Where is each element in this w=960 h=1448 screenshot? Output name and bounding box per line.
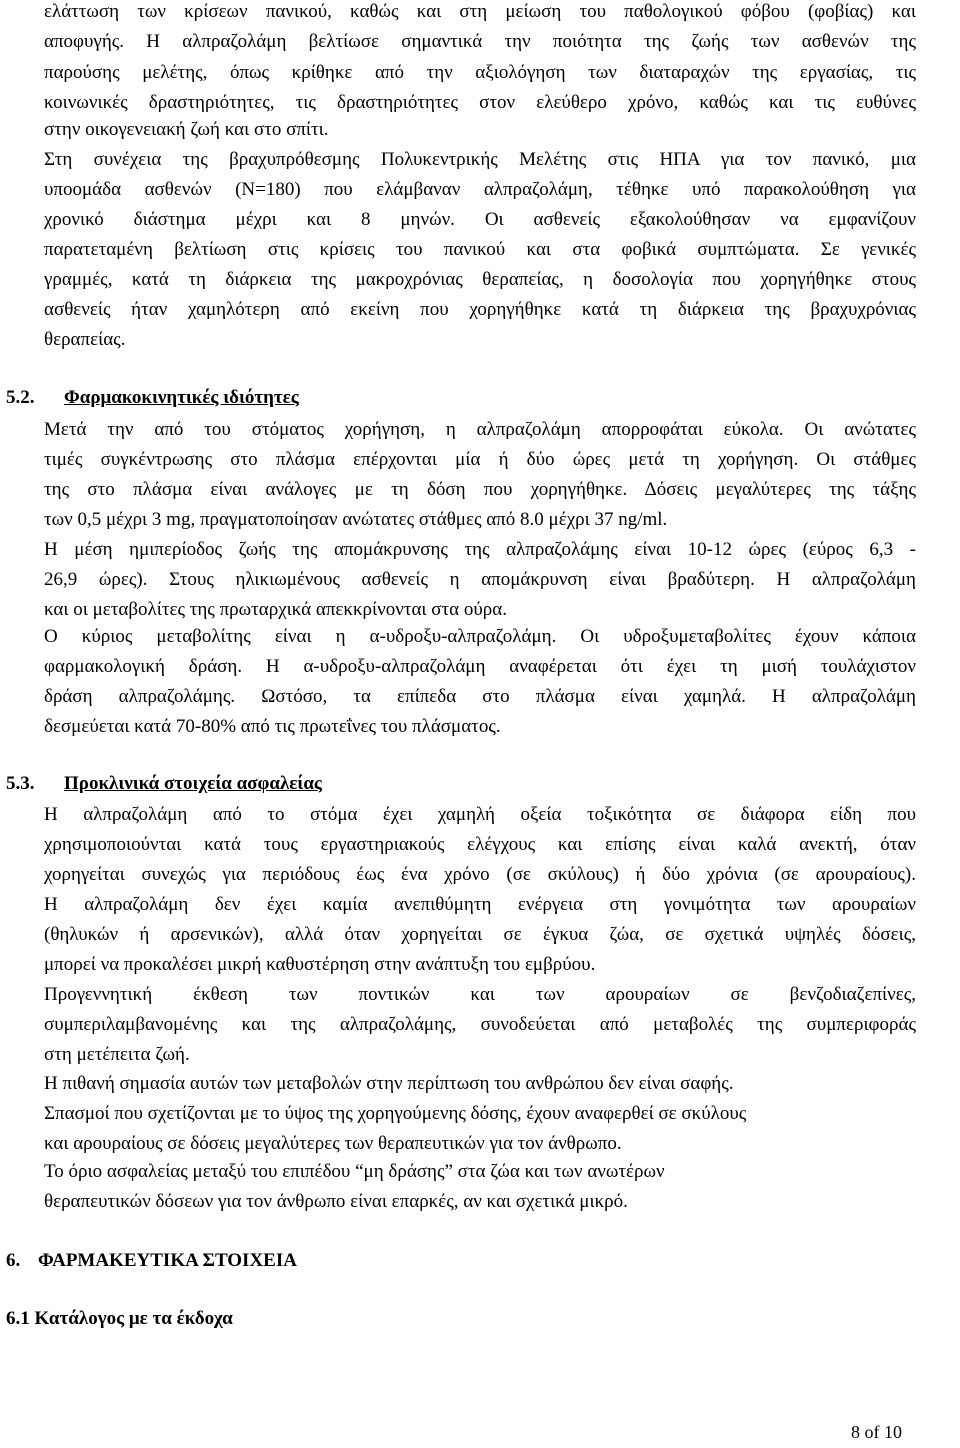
body-text-line: και αρουραίους σε δόσεις μεγαλύτερες των θεραπευτικών για τον άνθρωπο.	[44, 1133, 622, 1154]
body-text-line: Στη συνέχεια της βραχυπρόθεσμης Πολυκεντρικής Μελέτης στις ΗΠΑ για τον πανικό, μια	[44, 149, 916, 170]
body-text-line: χορηγείται συνεχώς για περιόδους έως ένα χρόνο (σε σκύλους) ή δύο χρόνια (σε αρουραίους).	[44, 864, 916, 885]
body-text-line: Σπασμοί που σχετίζονται με το ύψος της χορηγούμενης δόσης, έχουν αναφερθεί σε σκύλους	[44, 1103, 747, 1124]
body-text-line: της στο πλάσμα είναι ανάλογες με τη δόση που χορηγήθηκε. Δόσεις μεγαλύτερες της τάξης	[44, 479, 916, 500]
section-heading-5-2	[6, 386, 299, 410]
body-text-line: θεραπευτικών δόσεων για τον άνθρωπο είναι επαρκές, αν και σχετικά μικρό.	[44, 1191, 628, 1212]
section-heading-6	[6, 1249, 297, 1273]
body-text-line: φαρμακολογική δράση. Η α-υδροξυ-αλπραζολάμη αναφέρεται ότι έχει τη μισή τουλάχιστον	[44, 656, 916, 677]
body-text-line: χρησιμοποιούνται κατά τους εργαστηριακούς ελέγχους και επίσης είναι καλά ανεκτή, όταν	[44, 834, 916, 855]
section-title: Φαρμακοκινητικές ιδιότητες	[64, 387, 299, 408]
body-text-line: Προγεννητική έκθεση των ποντικών και των αρουραίων σε βενζοδιαζεπίνες,	[44, 984, 916, 1005]
section-number: 6.	[6, 1250, 21, 1271]
body-text-line: υποομάδα ασθενών (Ν=180) που ελάμβαναν αλπραζολάμη, τέθηκε υπό παρακολούθηση για	[44, 179, 916, 200]
section-number: 5.2.	[6, 387, 35, 408]
body-text-line: των 0,5 μέχρι 3 mg, πραγματοποίησαν ανώτατες στάθμες από 8.0 μέχρι 37 ng/ml.	[44, 509, 668, 530]
body-text-line: Το όριο ασφαλείας μεταξύ του επιπέδου “μη δράσης” στα ζώα και των ανωτέρων	[44, 1161, 665, 1182]
body-text-line: αποφυγής. Η αλπραζολάμη βελτίωσε σημαντικά την ποιότητα της ζωής των ασθενών της	[44, 31, 916, 52]
body-text-line: Η αλπραζολάμη δεν έχει καμία ανεπιθύμητη ενέργεια στη γονιμότητα των αρουραίων	[44, 894, 916, 915]
body-text-line: (θηλυκών ή αρσενικών), αλλά όταν χορηγείται σε έγκυα ζώα, σε σχετικά υψηλές δόσεις,	[44, 924, 916, 945]
body-text-line: χρονικό διάστημα μέχρι και 8 μηνών. Οι ασθενείς εξακολούθησαν να εμφανίζουν	[44, 209, 916, 230]
section-heading-6-1	[6, 1307, 233, 1331]
body-text-line: Η πιθανή σημασία αυτών των μεταβολών στην περίπτωση του ανθρώπου δεν είναι σαφής.	[44, 1073, 734, 1094]
page-number: 8 of 10	[851, 1422, 902, 1442]
body-text-line: Η αλπραζολάμη από το στόμα έχει χαμηλή οξεία τοξικότητα σε διάφορα είδη που	[44, 804, 916, 825]
body-text-line: κοινωνικές δραστηριότητες, τις δραστηριότητες στον ελεύθερο χρόνο, καθώς και τις ευθύνες	[44, 92, 916, 113]
body-text-line: ελάττωση των κρίσεων πανικού, καθώς και στη μείωση του παθολογικού φόβου (φοβίας) και	[44, 1, 916, 22]
body-text-line: Μετά την από του στόματος χορήγηση, η αλπραζολάμη απορροφάται εύκολα. Οι ανώτατες	[44, 419, 916, 440]
body-text-line: και οι μεταβολίτες της πρωταρχικά απεκκρίνονται στα ούρα.	[44, 599, 507, 620]
section-title: Προκλινικά στοιχεία ασφαλείας	[64, 773, 322, 794]
body-text-line: συμπεριλαμβανομένης και της αλπραζολάμης, συνοδεύεται από μεταβολές της συμπεριφοράς	[44, 1014, 916, 1035]
body-text-line: δεσμεύεται κατά 70-80% από τις πρωτεΐνες του πλάσματος.	[44, 716, 501, 737]
body-text-line: ασθενείς ήταν χαμηλότερη από εκείνη που χορηγήθηκε κατά τη διάρκεια της βραχυχρόνιας	[44, 299, 916, 320]
body-text-line: μπορεί να προκαλέσει μικρή καθυστέρηση στην ανάπτυξη του εμβρύου.	[44, 954, 596, 975]
body-text-line: στη μετέπειτα ζωή.	[44, 1044, 190, 1065]
section-number: 5.3.	[6, 773, 35, 794]
section-title: 6.1 Κατάλογος με τα έκδοχα	[6, 1308, 233, 1329]
body-text-line: θεραπείας.	[44, 329, 126, 350]
body-text-line: στην οικογενειακή ζωή και στο σπίτι.	[44, 119, 329, 140]
body-text-line: παρούσης μελέτης, όπως κρίθηκε από την αξιολόγηση των διαταραχών της εργασίας, τις	[44, 62, 916, 83]
section-title: ΦΑΡΜΑΚΕΥΤΙΚΑ ΣΤΟΙΧΕΙΑ	[38, 1250, 297, 1271]
body-text-line: Ο κύριος μεταβολίτης είναι η α-υδροξυ-αλπραζολάμη. Οι υδροξυμεταβολίτες έχουν κάποια	[44, 626, 916, 647]
document-page	[6, 0, 916, 1448]
body-text-line: παρατεταμένη βελτίωση στις κρίσεις του πανικού και στα φοβικά συμπτώματα. Σε γενικές	[44, 239, 916, 260]
body-text-line: 26,9 ώρες). Στους ηλικιωμένους ασθενείς η απομάκρυνση είναι βραδύτερη. Η αλπραζολάμη	[44, 569, 916, 590]
body-text-line: Η μέση ημιπερίοδος ζωής της απομάκρυνσης της αλπραζολάμης είναι 10-12 ώρες (εύρος 6,3 -	[44, 539, 916, 560]
body-text-line: τιμές συγκέντρωσης στο πλάσμα επέρχονται μία ή δύο ώρες μετά τη χορήγηση. Οι στάθμες	[44, 449, 916, 470]
body-text-line: γραμμές, κατά τη διάρκεια της μακροχρόνιας θεραπείας, η δοσολογία που χορηγήθηκε στους	[44, 269, 916, 290]
section-heading-5-3	[6, 772, 322, 796]
body-text-line: δράση αλπραζολάμης. Ωστόσο, τα επίπεδα στο πλάσμα είναι χαμηλά. Η αλπραζολάμη	[44, 686, 916, 707]
